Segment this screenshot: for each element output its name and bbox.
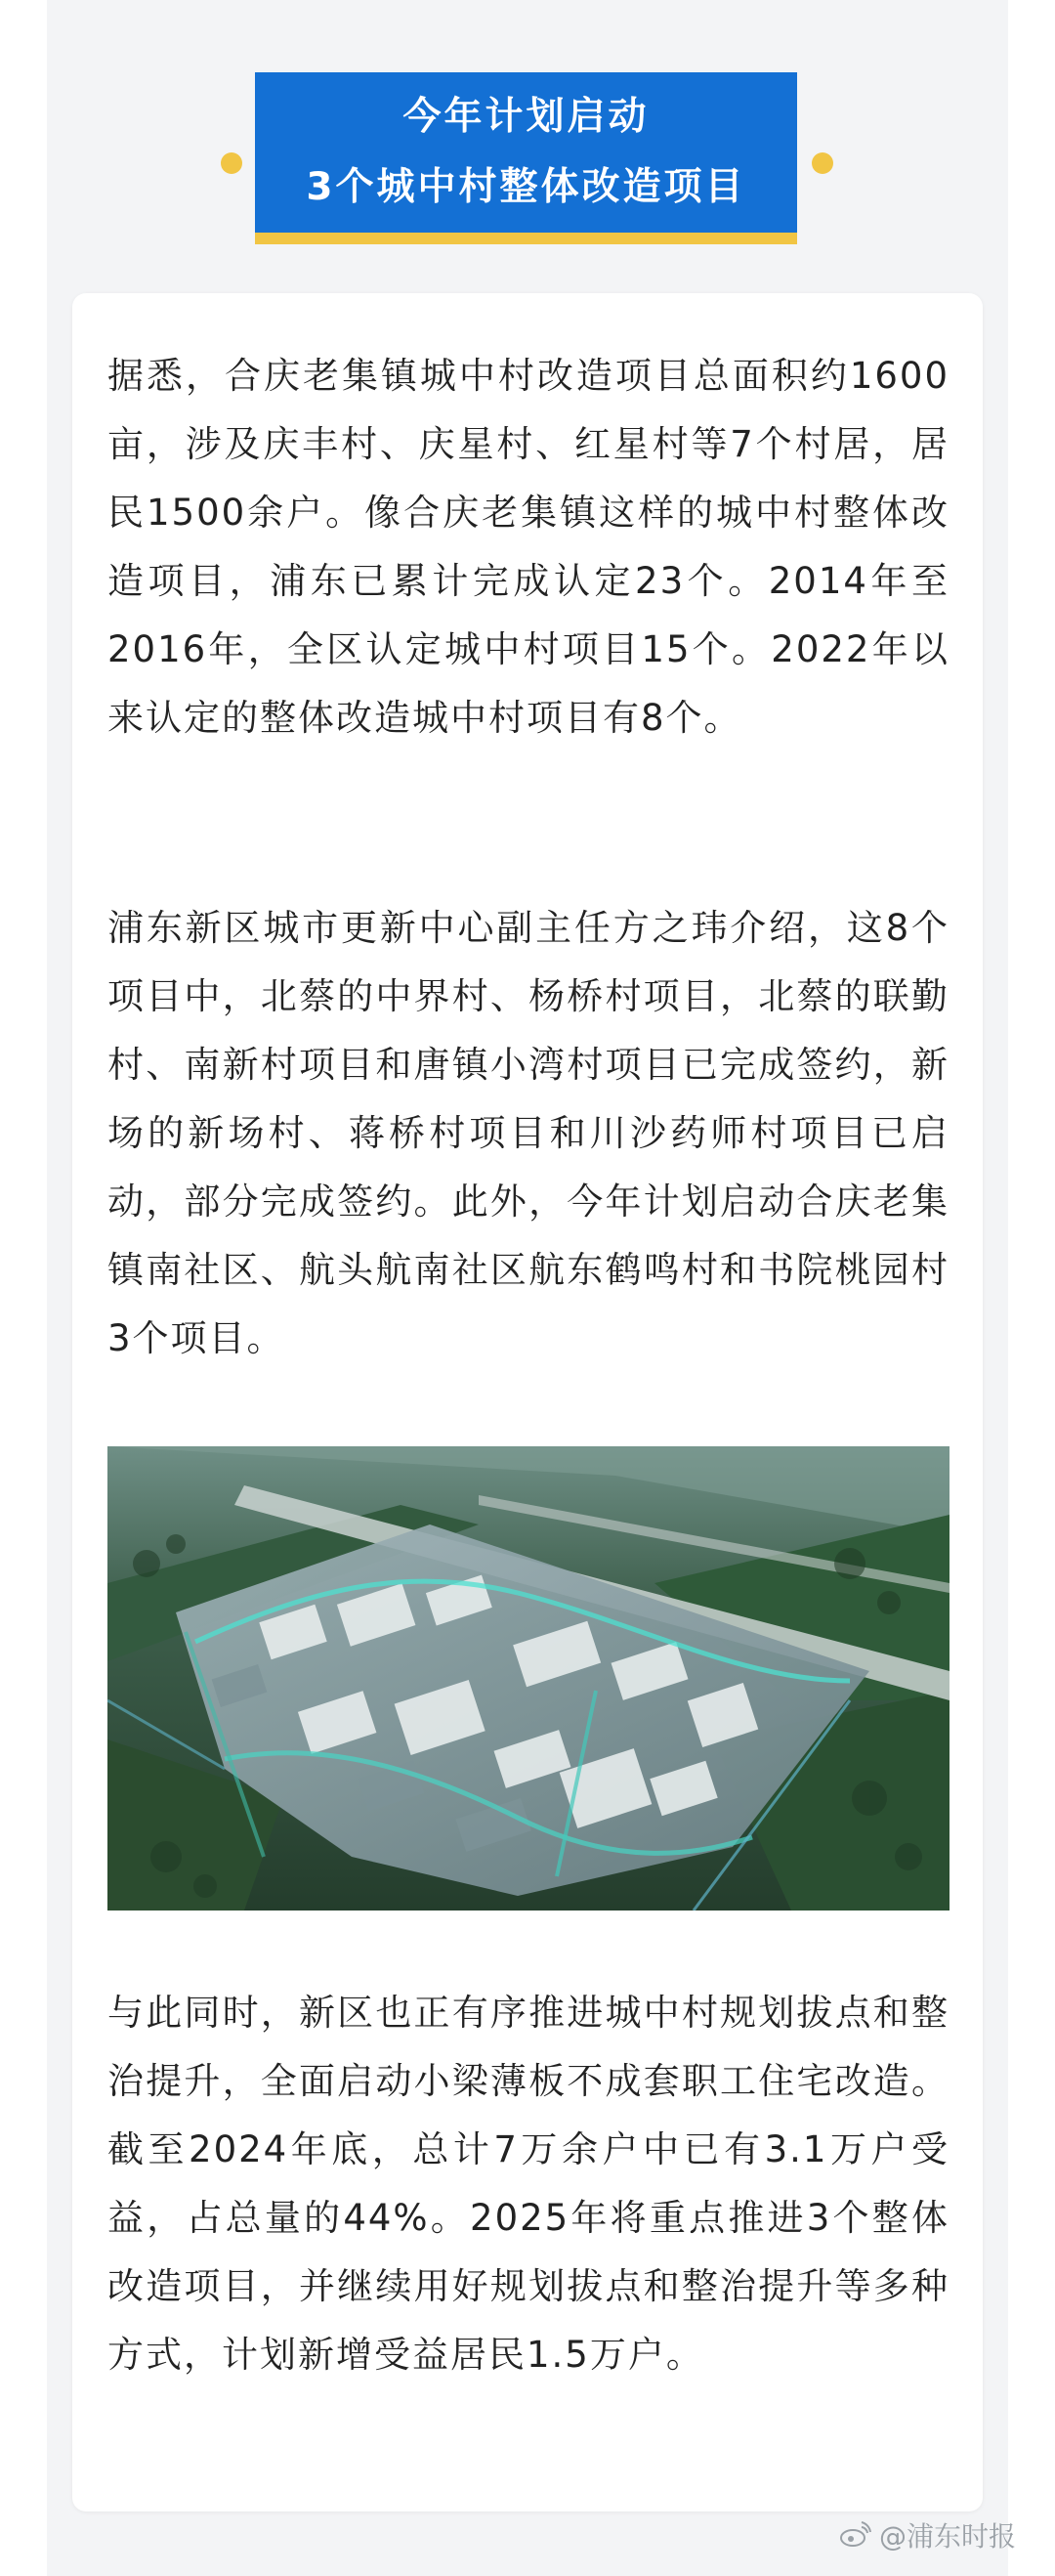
- article-paragraph-2: 浦东新区城市更新中心副主任方之玮介绍，这8个项目中，北蔡的中界村、杨桥村项目，北蔡的联勤村、南新村项目和唐镇小湾村项目已完成签约，新场的新场村、蒋桥村项目和川沙药师村项目已启动，部分完成签约。此外，今年计划启动合庆老集镇南社区、航头航南社区航东鹤鸣村和书院桃园村3个项目。: [107, 907, 950, 1359]
- section-header: [47, 72, 1008, 244]
- article-paragraph-3: 与此同时，新区也正有序推进城中村规划拔点和整治提升，全面启动小梁薄板不成套职工住宅改造。截至2024年底，总计7万余户中已有3.1万户受益，占总量的44%。2025年将重点推进3个整体改造项目，并继续用好规划拔点和整治提升等多种方式，计划新增受益居民1.5万户。: [107, 1992, 950, 2376]
- section-title-line1: 今年计划启动: [402, 95, 650, 139]
- decor-dot-left: [221, 152, 242, 174]
- decor-dot-right: [812, 152, 833, 174]
- source-watermark: [838, 2515, 1016, 2555]
- aerial-rendering-image: [107, 1446, 950, 1911]
- weibo-icon: [838, 2521, 871, 2549]
- article-paragraph-1: 据悉，合庆老集镇城中村改造项目总面积约1600亩，涉及庆丰村、庆星村、红星村等7个村居，居民1500余户。像合庆老集镇这样的城中村整体改造项目，浦东已累计完成认定23个。2014年至2016年，全区认定城中村项目15个。2022年以来认定的整体改造城中村项目有8个。: [107, 355, 950, 739]
- watermark-text: @浦东时报: [878, 2520, 1016, 2553]
- section-title-box: [255, 72, 797, 244]
- section-title-line2: 3个城中村整体改造项目: [306, 165, 746, 209]
